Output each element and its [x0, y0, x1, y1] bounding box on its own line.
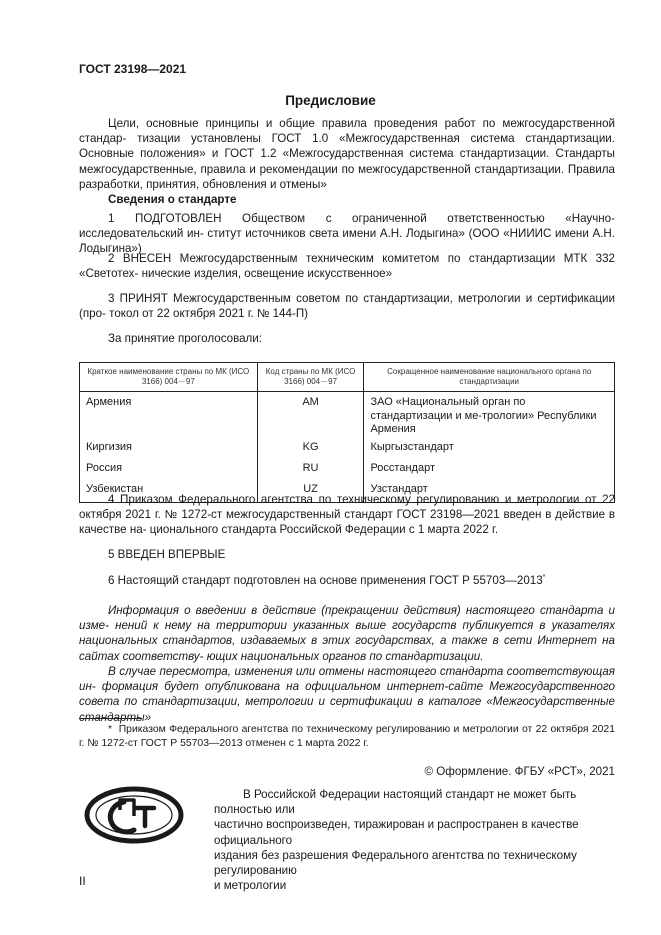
rst-certification-mark-icon: [84, 786, 184, 844]
table-row: [80, 392, 615, 439]
cell-code: KG: [257, 439, 364, 460]
item-line: 2021 г. № 1272-ст межгосударственный стандарт ГОСТ 23198—2021 введен в действие в качестве на-: [79, 508, 615, 537]
section-heading: Сведения о стандарте: [108, 193, 237, 206]
intro-paragraph: [79, 116, 615, 192]
notice-line: и метрологии: [214, 879, 287, 893]
notice-line: В Российской Федерации настоящий стандарт не может быть полностью или: [214, 788, 577, 817]
table-row: [80, 439, 615, 460]
cell-country: Киргизия: [80, 439, 258, 460]
footnote-line: № 1272-ст ГОСТ Р 55703—2013 отменен с 1 марта 2022 г.: [87, 738, 369, 749]
footnote-mark: *: [542, 574, 546, 581]
item-enacted: [79, 492, 615, 538]
cell-country: Россия: [80, 460, 258, 481]
notice-line: частично воспроизведен, тиражирован и распространен в качестве официального: [214, 818, 579, 847]
info-line: стандартизации, метрологии и сертификации в каталоге «Межгосударственные стандарты»: [79, 695, 615, 724]
item-submitted: [79, 251, 615, 281]
info-line: Информация о введении в действие (прекращении действия) настоящего стандарта и изме-: [79, 604, 615, 633]
footnote-mark: *: [108, 724, 113, 735]
item-line: ститут источников света имени А.Н. Лодыгина» (ООО «НИИИС имени А.Н. Лодыгина»): [79, 227, 615, 256]
item-introduced: 5 ВВЕДЕН ВПЕРВЫЕ: [108, 548, 226, 561]
item-basis: [108, 574, 545, 587]
table-header-row: [80, 363, 615, 392]
intro-line: Цели, основные принципы и общие правила проведения работ по межгосударственной стандар-: [79, 117, 615, 146]
item-basis-text: 6 Настоящий стандарт подготовлен на основе применения ГОСТ Р 55703—2013: [108, 574, 543, 587]
cell-country: Узбекистан: [80, 481, 258, 503]
column-header-country: Краткое наименование страны по МК (ИСО 3166) 004－97: [80, 363, 258, 392]
footnote-divider: [79, 718, 142, 719]
intro-line: и ГОСТ 1.2 «Межгосударственная система стандартизации. Стандарты межгосударственные, правила: [79, 147, 615, 176]
footnote: [79, 723, 615, 751]
item-line: 2 ВНЕСЕН Межгосударственным техническим комитетом по стандартизации МТК 332 «Светотех-: [79, 252, 615, 281]
info-line: формация будет опубликована на официальном интернет-сайте Межгосударственного совета по: [79, 680, 615, 709]
document-code: ГОСТ 23198—2021: [79, 62, 187, 76]
countries-table: [79, 362, 615, 503]
footnote-line: Приказом Федерального агентства по техническому регулированию и метрологии от 22 октября 2021 г.: [79, 724, 615, 749]
item-adopted: [79, 291, 615, 321]
info-line: ющих национальных органов по стандартизации.: [206, 649, 484, 663]
intro-line: и рекомендации по межгосударственной стандартизации. Правила разработки, принятия, обновления: [79, 162, 615, 191]
item-line: 4 Приказом Федерального агентства по техническому регулированию и метрологии от 22 октября: [79, 493, 615, 522]
cell-body: ЗАО «Национальный орган по стандартизации и ме-трологии» Республики Армения: [364, 392, 615, 439]
intro-line: тизации установлены ГОСТ 1.0 «Межгосударственная система стандартизации. Основные положения»: [79, 132, 615, 161]
item-line: 3 ПРИНЯТ Межгосударственным советом по стандартизации, метрологии и сертификации (про-: [79, 292, 615, 321]
column-header-code: Код страны по МК (ИСО 3166) 004－97: [257, 363, 364, 392]
info-line: В случае пересмотра, изменения или отмены настоящего стандарта соответствующая ин-: [79, 665, 615, 694]
cell-code: AM: [257, 392, 364, 439]
item-line: 1 ПОДГОТОВЛЕН Обществом с ограниченной ответственностью «Научно-исследовательский ин-: [79, 212, 615, 241]
table-row: [80, 460, 615, 481]
info-paragraph: [79, 603, 615, 664]
intro-line: и отмены»: [269, 177, 327, 191]
cell-code: UZ: [257, 481, 364, 503]
cell-body: Кыргызстандарт: [364, 439, 615, 460]
info-line: стандартов, издаваемых в этих государствах, а также в сети Интернет на сайтах соответству-: [79, 634, 615, 663]
voted-label: За принятие проголосовали:: [108, 332, 263, 345]
item-line: ционального стандарта Российской Федерации с 1 марта 2022 г.: [149, 523, 499, 537]
page-title: Предисловие: [285, 93, 376, 108]
revision-paragraph: [79, 664, 615, 725]
cell-body: Росстандарт: [364, 460, 615, 481]
cell-body: Узстандарт: [364, 481, 615, 503]
item-prepared: [79, 211, 615, 257]
page-number: II: [79, 874, 86, 888]
cell-code: RU: [257, 460, 364, 481]
item-line: токол от 22 октября 2021 г. № 144-П): [109, 307, 309, 321]
info-line: нений к нему на территории указанных выше государств публикуется в указателях национальных: [79, 619, 615, 648]
cell-country: Армения: [80, 392, 258, 439]
reproduction-notice: [214, 787, 615, 893]
copyright: © Оформление. ФГБУ «РСТ», 2021: [424, 765, 615, 778]
column-header-body: Сокращенное наименование национального органа по стандартизации: [364, 363, 615, 392]
item-line: нические изделия, освещение искусственное»: [141, 267, 393, 281]
notice-line: издания без разрешения Федерального агентства по техническому регулированию: [214, 848, 577, 878]
